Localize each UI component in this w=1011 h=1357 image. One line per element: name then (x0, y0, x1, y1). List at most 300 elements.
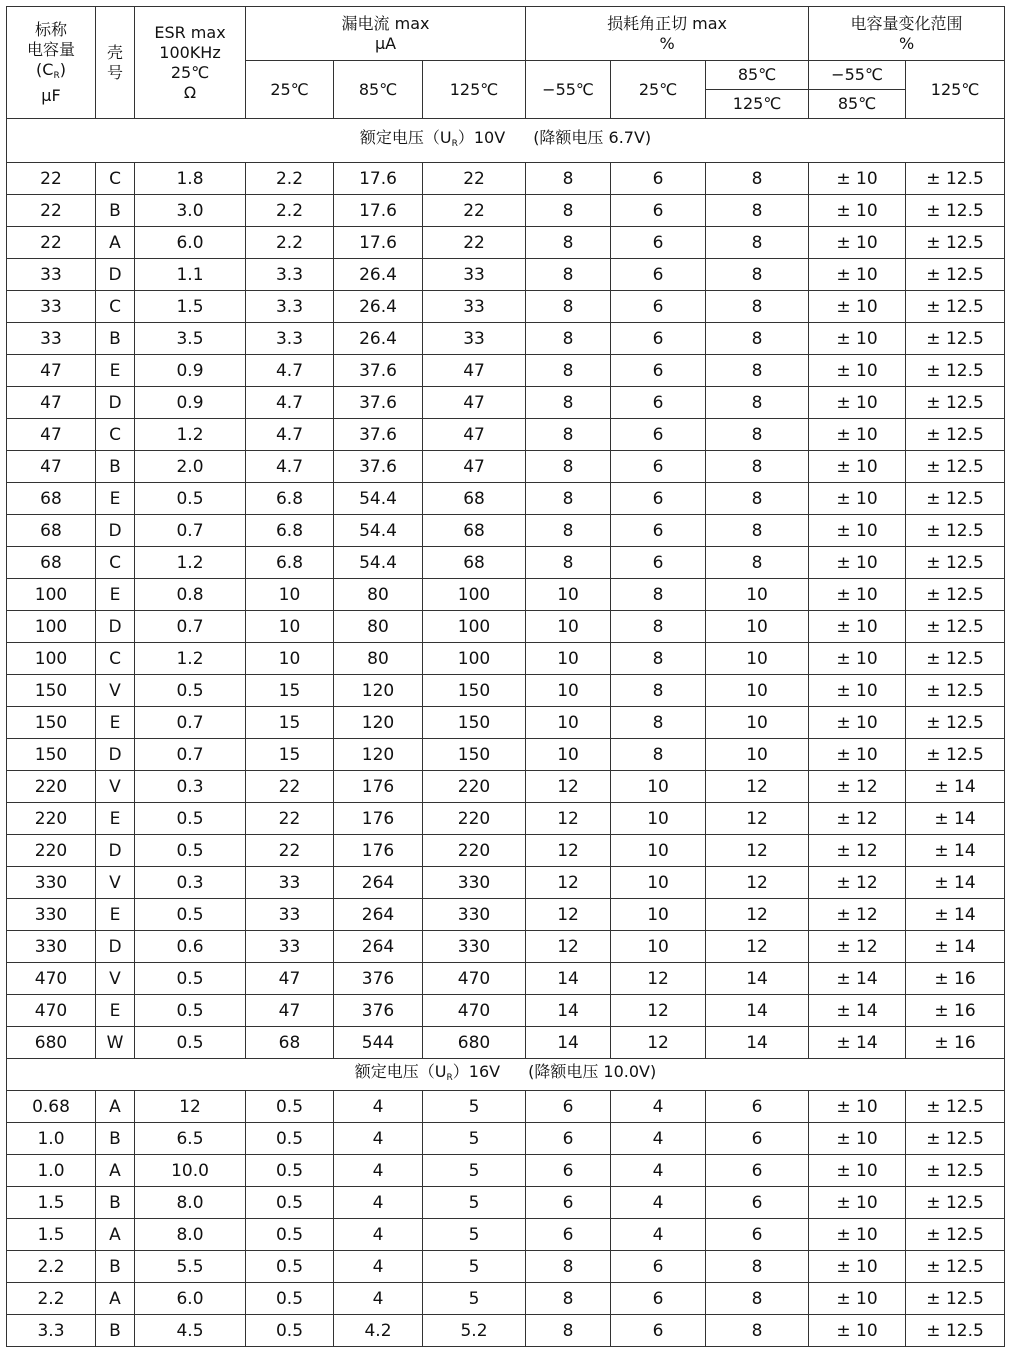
cell-df-low: 10 (526, 675, 611, 707)
cell-case: E (96, 355, 135, 387)
cell-df-low: 8 (526, 547, 611, 579)
cell-cc-low: ± 10 (809, 355, 906, 387)
cell-leak-125: 100 (423, 579, 526, 611)
cell-leak-125: 100 (423, 611, 526, 643)
cell-case: C (96, 643, 135, 675)
cell-case: W (96, 1027, 135, 1059)
cell-df-low: 14 (526, 1027, 611, 1059)
cell-case: E (96, 483, 135, 515)
table-row (7, 1187, 1005, 1219)
cell-case: B (96, 1251, 135, 1283)
cell-cc-low: ± 12 (809, 867, 906, 899)
cell-df-low: 12 (526, 835, 611, 867)
cell-cc-high: ± 12.5 (906, 259, 1005, 291)
table-row (7, 291, 1005, 323)
cell-leak-85: 4 (334, 1123, 423, 1155)
cell-leak-25: 4.7 (246, 387, 334, 419)
cell-esr: 0.7 (135, 515, 246, 547)
cell-leak-85: 264 (334, 899, 423, 931)
cell-case: V (96, 867, 135, 899)
cell-df-room: 4 (611, 1187, 706, 1219)
cell-df-low: 8 (526, 419, 611, 451)
cell-cc-low: ± 10 (809, 163, 906, 195)
cell-leak-85: 376 (334, 995, 423, 1027)
cell-df-high: 8 (706, 355, 809, 387)
cell-capacitance: 68 (7, 483, 96, 515)
cell-df-room: 8 (611, 739, 706, 771)
cell-df-high: 10 (706, 611, 809, 643)
table-row (7, 1091, 1005, 1123)
cell-df-low: 8 (526, 355, 611, 387)
cell-case: E (96, 899, 135, 931)
cell-df-high: 12 (706, 771, 809, 803)
cell-leak-125: 47 (423, 451, 526, 483)
cell-leak-125: 330 (423, 899, 526, 931)
cell-df-high: 12 (706, 835, 809, 867)
cell-leak-85: 4 (334, 1219, 423, 1251)
cell-capacitance: 100 (7, 643, 96, 675)
section-header-row (7, 119, 1005, 163)
cell-esr: 0.7 (135, 707, 246, 739)
cell-capacitance: 150 (7, 739, 96, 771)
table-row (7, 675, 1005, 707)
cell-cc-low: ± 10 (809, 1251, 906, 1283)
cell-esr: 2.0 (135, 451, 246, 483)
table-row (7, 451, 1005, 483)
cell-leak-125: 150 (423, 707, 526, 739)
cell-cc-high: ± 14 (906, 867, 1005, 899)
cell-leak-85: 120 (334, 675, 423, 707)
cell-df-room: 10 (611, 771, 706, 803)
cell-cc-low: ± 12 (809, 931, 906, 963)
cell-leak-25: 3.3 (246, 291, 334, 323)
header-esr: ESR max 100KHz 25℃ Ω (135, 7, 246, 119)
header-leakage: 漏电流 max μA (246, 7, 526, 61)
cell-leak-125: 220 (423, 803, 526, 835)
cell-leak-125: 33 (423, 291, 526, 323)
cell-capacitance: 220 (7, 771, 96, 803)
cell-capacitance: 220 (7, 835, 96, 867)
cell-leak-125: 470 (423, 963, 526, 995)
cell-leak-25: 47 (246, 963, 334, 995)
cell-cc-high: ± 12.5 (906, 1219, 1005, 1251)
cell-cc-high: ± 14 (906, 835, 1005, 867)
table-body (7, 119, 1005, 1347)
cell-leak-25: 0.5 (246, 1251, 334, 1283)
cell-cc-low: ± 10 (809, 323, 906, 355)
cell-leak-125: 330 (423, 931, 526, 963)
cell-leak-25: 33 (246, 899, 334, 931)
cell-leak-25: 68 (246, 1027, 334, 1059)
table-row (7, 931, 1005, 963)
table-row (7, 163, 1005, 195)
cell-leak-125: 22 (423, 227, 526, 259)
table-row (7, 707, 1005, 739)
cell-leak-25: 3.3 (246, 259, 334, 291)
cell-df-room: 12 (611, 963, 706, 995)
cell-cc-low: ± 10 (809, 1091, 906, 1123)
cell-df-high: 8 (706, 195, 809, 227)
cell-case: D (96, 515, 135, 547)
cell-capacitance: 22 (7, 163, 96, 195)
cell-capacitance: 33 (7, 323, 96, 355)
df-temp-high-bottom: 125℃ (706, 90, 809, 119)
header-capacitance-change: 电容量变化范围 % (809, 7, 1005, 61)
cell-leak-25: 0.5 (246, 1155, 334, 1187)
cell-df-high: 8 (706, 1283, 809, 1315)
cell-cc-high: ± 12.5 (906, 515, 1005, 547)
cell-leak-125: 68 (423, 483, 526, 515)
cell-df-high: 14 (706, 1027, 809, 1059)
cell-leak-25: 22 (246, 803, 334, 835)
cell-cc-low: ± 10 (809, 451, 906, 483)
header-case: 壳 号 (96, 7, 135, 119)
cell-df-low: 14 (526, 963, 611, 995)
df-temp-low: −55℃ (526, 61, 611, 119)
cell-esr: 0.5 (135, 483, 246, 515)
cell-cc-low: ± 10 (809, 707, 906, 739)
cell-case: C (96, 547, 135, 579)
cell-esr: 6.5 (135, 1123, 246, 1155)
cell-df-room: 6 (611, 291, 706, 323)
cell-cc-high: ± 12.5 (906, 387, 1005, 419)
table-row (7, 1315, 1005, 1347)
cell-capacitance: 3.3 (7, 1315, 96, 1347)
cell-leak-25: 2.2 (246, 227, 334, 259)
cell-esr: 0.5 (135, 995, 246, 1027)
cell-esr: 0.5 (135, 835, 246, 867)
cell-leak-85: 120 (334, 707, 423, 739)
cell-leak-125: 330 (423, 867, 526, 899)
cell-esr: 0.9 (135, 387, 246, 419)
cell-df-high: 8 (706, 483, 809, 515)
cell-esr: 3.5 (135, 323, 246, 355)
cell-cc-high: ± 12.5 (906, 1155, 1005, 1187)
cell-df-room: 4 (611, 1123, 706, 1155)
cell-df-room: 8 (611, 675, 706, 707)
section-header-row (7, 1059, 1005, 1091)
cell-esr: 10.0 (135, 1155, 246, 1187)
cell-capacitance: 33 (7, 259, 96, 291)
cell-cc-high: ± 12.5 (906, 1283, 1005, 1315)
cell-capacitance: 47 (7, 451, 96, 483)
cell-leak-85: 4.2 (334, 1315, 423, 1347)
cell-df-room: 10 (611, 803, 706, 835)
cell-cc-high: ± 12.5 (906, 227, 1005, 259)
cell-cc-low: ± 10 (809, 227, 906, 259)
cell-leak-125: 5 (423, 1283, 526, 1315)
cell-df-high: 6 (706, 1219, 809, 1251)
cell-leak-85: 4 (334, 1155, 423, 1187)
cell-leak-85: 26.4 (334, 323, 423, 355)
table-row (7, 483, 1005, 515)
cell-leak-85: 37.6 (334, 419, 423, 451)
cell-cc-high: ± 14 (906, 771, 1005, 803)
cell-esr: 1.2 (135, 547, 246, 579)
cell-capacitance: 22 (7, 195, 96, 227)
cell-esr: 0.5 (135, 675, 246, 707)
table-row (7, 547, 1005, 579)
cell-df-room: 4 (611, 1155, 706, 1187)
cell-leak-125: 33 (423, 259, 526, 291)
cell-case: E (96, 579, 135, 611)
cell-df-low: 8 (526, 483, 611, 515)
cell-cc-low: ± 10 (809, 1155, 906, 1187)
table-row (7, 1155, 1005, 1187)
cell-leak-125: 680 (423, 1027, 526, 1059)
cell-capacitance: 1.0 (7, 1123, 96, 1155)
cell-df-room: 12 (611, 1027, 706, 1059)
cell-case: V (96, 771, 135, 803)
leakage-temp-25: 25℃ (246, 61, 334, 119)
cell-capacitance: 1.0 (7, 1155, 96, 1187)
cell-df-low: 10 (526, 643, 611, 675)
cell-leak-85: 37.6 (334, 451, 423, 483)
cell-df-high: 12 (706, 867, 809, 899)
cell-df-high: 8 (706, 323, 809, 355)
cell-leak-125: 47 (423, 387, 526, 419)
cell-df-low: 8 (526, 163, 611, 195)
cell-df-room: 6 (611, 163, 706, 195)
cell-df-room: 6 (611, 483, 706, 515)
cell-case: E (96, 803, 135, 835)
cell-cc-low: ± 10 (809, 1187, 906, 1219)
cell-case: E (96, 707, 135, 739)
cell-cc-high: ± 16 (906, 963, 1005, 995)
cell-leak-85: 54.4 (334, 547, 423, 579)
cell-cc-low: ± 10 (809, 675, 906, 707)
cell-cc-low: ± 10 (809, 611, 906, 643)
cell-case: D (96, 835, 135, 867)
cell-cc-low: ± 12 (809, 771, 906, 803)
cell-leak-125: 5 (423, 1155, 526, 1187)
table-row (7, 867, 1005, 899)
cell-leak-85: 4 (334, 1251, 423, 1283)
cell-df-high: 12 (706, 803, 809, 835)
cell-df-high: 8 (706, 387, 809, 419)
cell-df-low: 6 (526, 1187, 611, 1219)
cell-leak-25: 0.5 (246, 1315, 334, 1347)
cell-df-room: 4 (611, 1219, 706, 1251)
cell-df-low: 12 (526, 867, 611, 899)
cell-leak-85: 80 (334, 579, 423, 611)
cell-leak-25: 10 (246, 579, 334, 611)
df-temp-room: 25℃ (611, 61, 706, 119)
table-row (7, 611, 1005, 643)
cell-esr: 3.0 (135, 195, 246, 227)
cell-df-room: 6 (611, 323, 706, 355)
cell-cc-high: ± 12.5 (906, 547, 1005, 579)
cell-leak-125: 22 (423, 195, 526, 227)
cell-capacitance: 220 (7, 803, 96, 835)
cell-esr: 8.0 (135, 1187, 246, 1219)
cell-leak-85: 4 (334, 1187, 423, 1219)
cell-cc-low: ± 10 (809, 1283, 906, 1315)
cell-esr: 6.0 (135, 227, 246, 259)
cc-temp-high: 125℃ (906, 61, 1005, 119)
cell-df-high: 8 (706, 259, 809, 291)
cell-leak-85: 544 (334, 1027, 423, 1059)
cell-cc-low: ± 10 (809, 515, 906, 547)
table-row (7, 803, 1005, 835)
voltage-section-title: 额定电压$(U_R)16V$ (降额电压 10.0V) (7, 1059, 1005, 1091)
cell-case: C (96, 419, 135, 451)
cell-case: B (96, 323, 135, 355)
cell-leak-125: 68 (423, 547, 526, 579)
table-row (7, 259, 1005, 291)
cell-df-room: 6 (611, 195, 706, 227)
cell-esr: 0.9 (135, 355, 246, 387)
cell-leak-25: 22 (246, 771, 334, 803)
cell-capacitance: 0.68 (7, 1091, 96, 1123)
cc-temp-low-top: −55℃ (809, 61, 906, 90)
cell-df-high: 8 (706, 1315, 809, 1347)
cell-esr: 0.5 (135, 1027, 246, 1059)
table-row (7, 963, 1005, 995)
cell-leak-25: 10 (246, 611, 334, 643)
cell-df-low: 12 (526, 899, 611, 931)
cell-cc-high: ± 12.5 (906, 579, 1005, 611)
cell-case: D (96, 931, 135, 963)
cell-df-low: 8 (526, 195, 611, 227)
cell-leak-85: 176 (334, 835, 423, 867)
cell-df-high: 10 (706, 643, 809, 675)
cell-leak-25: 6.8 (246, 547, 334, 579)
cell-df-low: 6 (526, 1155, 611, 1187)
cell-leak-25: 22 (246, 835, 334, 867)
cell-df-low: 8 (526, 1251, 611, 1283)
cell-df-low: 6 (526, 1091, 611, 1123)
cell-leak-25: 6.8 (246, 483, 334, 515)
cell-esr: 1.8 (135, 163, 246, 195)
cell-cc-low: ± 14 (809, 1027, 906, 1059)
cell-esr: 0.5 (135, 963, 246, 995)
cell-cc-low: ± 10 (809, 387, 906, 419)
cell-df-low: 14 (526, 995, 611, 1027)
cell-cc-high: ± 12.5 (906, 163, 1005, 195)
cell-esr: 1.1 (135, 259, 246, 291)
cell-df-high: 10 (706, 707, 809, 739)
table-row (7, 1283, 1005, 1315)
cell-capacitance: 47 (7, 387, 96, 419)
cell-case: D (96, 739, 135, 771)
cell-capacitance: 47 (7, 419, 96, 451)
cell-df-low: 6 (526, 1123, 611, 1155)
cell-df-low: 8 (526, 451, 611, 483)
cell-df-room: 6 (611, 1283, 706, 1315)
cell-leak-85: 17.6 (334, 227, 423, 259)
cell-df-high: 6 (706, 1123, 809, 1155)
cell-df-high: 8 (706, 227, 809, 259)
cell-capacitance: 150 (7, 675, 96, 707)
cell-leak-85: 4 (334, 1091, 423, 1123)
cell-esr: 0.3 (135, 867, 246, 899)
cell-esr: 0.5 (135, 899, 246, 931)
cell-cc-low: ± 10 (809, 579, 906, 611)
cell-df-low: 12 (526, 931, 611, 963)
cell-capacitance: 100 (7, 579, 96, 611)
cell-leak-85: 376 (334, 963, 423, 995)
cell-leak-25: 0.5 (246, 1219, 334, 1251)
cell-cc-high: ± 12.5 (906, 739, 1005, 771)
cell-leak-85: 120 (334, 739, 423, 771)
cell-df-high: 12 (706, 899, 809, 931)
cell-leak-125: 150 (423, 675, 526, 707)
cell-df-low: 8 (526, 1283, 611, 1315)
cell-capacitance: 330 (7, 899, 96, 931)
cell-case: A (96, 1155, 135, 1187)
cell-esr: 12 (135, 1091, 246, 1123)
cell-cc-low: ± 10 (809, 1123, 906, 1155)
table-row (7, 579, 1005, 611)
cell-df-high: 6 (706, 1187, 809, 1219)
cell-case: A (96, 1091, 135, 1123)
cell-leak-25: 0.5 (246, 1187, 334, 1219)
cell-cc-high: ± 12.5 (906, 1251, 1005, 1283)
cell-leak-125: 5 (423, 1123, 526, 1155)
cell-leak-125: 220 (423, 835, 526, 867)
cell-df-room: 6 (611, 1251, 706, 1283)
cell-leak-25: 2.2 (246, 163, 334, 195)
cell-leak-25: 15 (246, 675, 334, 707)
cell-capacitance: 68 (7, 547, 96, 579)
cell-leak-25: 15 (246, 707, 334, 739)
cell-cc-high: ± 12.5 (906, 1315, 1005, 1347)
cell-case: B (96, 1187, 135, 1219)
cell-df-low: 8 (526, 1315, 611, 1347)
table-row (7, 195, 1005, 227)
cell-leak-85: 37.6 (334, 355, 423, 387)
cell-leak-85: 176 (334, 803, 423, 835)
cell-cc-low: ± 10 (809, 259, 906, 291)
cell-capacitance: 470 (7, 963, 96, 995)
cell-df-low: 10 (526, 739, 611, 771)
cell-df-room: 10 (611, 867, 706, 899)
cell-leak-125: 33 (423, 323, 526, 355)
table-row (7, 643, 1005, 675)
cell-esr: 8.0 (135, 1219, 246, 1251)
table-row (7, 1219, 1005, 1251)
cell-leak-25: 0.5 (246, 1283, 334, 1315)
cell-leak-25: 0.5 (246, 1091, 334, 1123)
cell-leak-25: 47 (246, 995, 334, 1027)
cell-df-low: 8 (526, 323, 611, 355)
cell-case: E (96, 995, 135, 1027)
cell-leak-125: 68 (423, 515, 526, 547)
cell-capacitance: 33 (7, 291, 96, 323)
cell-leak-125: 100 (423, 643, 526, 675)
cell-df-room: 6 (611, 227, 706, 259)
cell-leak-25: 2.2 (246, 195, 334, 227)
cell-case: B (96, 451, 135, 483)
cell-cc-high: ± 16 (906, 995, 1005, 1027)
cell-cc-high: ± 14 (906, 931, 1005, 963)
cell-capacitance: 100 (7, 611, 96, 643)
cell-capacitance: 330 (7, 931, 96, 963)
cell-capacitance: 150 (7, 707, 96, 739)
cell-df-room: 6 (611, 1315, 706, 1347)
cell-df-low: 8 (526, 515, 611, 547)
cell-cc-high: ± 12.5 (906, 1091, 1005, 1123)
cell-cc-low: ± 10 (809, 195, 906, 227)
cell-capacitance: 330 (7, 867, 96, 899)
cell-leak-125: 220 (423, 771, 526, 803)
cell-leak-25: 33 (246, 931, 334, 963)
header-capacitance: 标称 电容量 $(C_R)$ μF (7, 7, 96, 119)
cell-cc-low: ± 10 (809, 419, 906, 451)
table-row (7, 323, 1005, 355)
cell-cc-high: ± 12.5 (906, 483, 1005, 515)
